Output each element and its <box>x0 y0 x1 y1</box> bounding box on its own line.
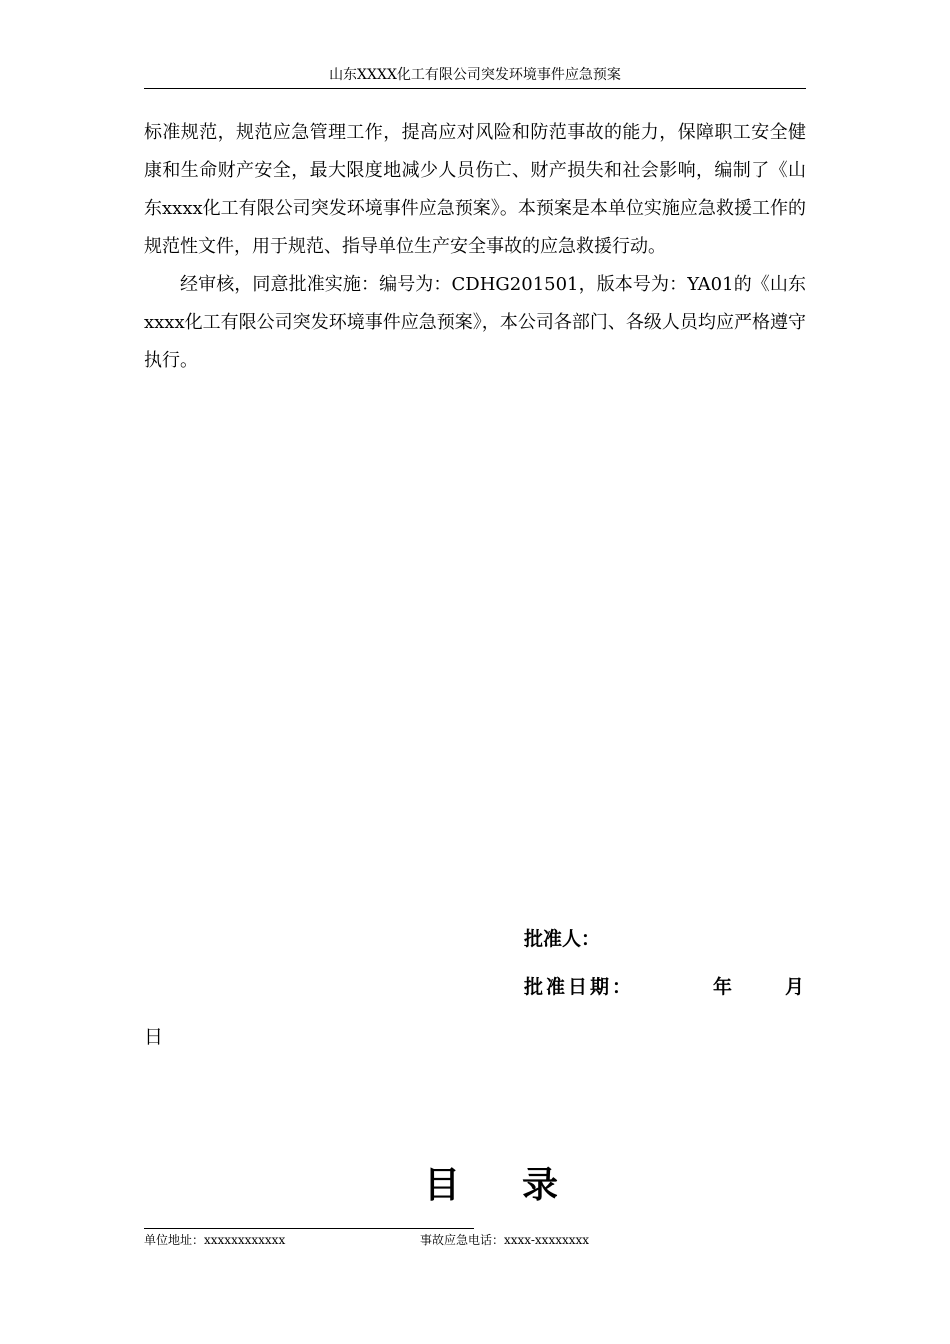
approval-month-label: 月 <box>785 976 805 998</box>
footer-address: 单位地址：xxxxxxxxxxxx <box>144 1233 286 1247</box>
approval-year-label: 年 <box>713 976 733 998</box>
body-paragraph-2: 经审核，同意批准实施：编号为：CDHG201501，版本号为：YA01的《山东xxxx化工有限公司突发环境事件应急预案》，本公司各部门、各级人员均应严格遵守执行。 <box>144 274 806 371</box>
footer-divider <box>144 1228 474 1229</box>
document-body <box>144 114 806 380</box>
page-header: 山东XXXX化工有限公司突发环境事件应急预案 <box>329 67 621 83</box>
footer-emergency-phone: 事故应急电话：xxxx-xxxxxxxx <box>420 1233 590 1247</box>
body-paragraph-1: 标准规范，规范应急管理工作，提高应对风险和防范事故的能力，保障职工安全健康和生命财产安全，最大限度地减少人员伤亡、财产损失和社会影响，编制了《山东xxxx化工有限公司突发环境事件应急预案》。本预案是本单位实施应急救援工作的规范性文件，用于规范、指导单位生产安全事故的应急救援行动。 <box>144 122 806 257</box>
header-divider <box>144 88 806 89</box>
toc-title-part-1: 目 <box>424 1165 461 1206</box>
approver-label: 批准人： <box>524 928 601 950</box>
approval-date-label: 批准日期： <box>524 976 635 998</box>
approval-day-label: 日 <box>144 1026 164 1048</box>
toc-title-part-2: 录 <box>522 1165 559 1206</box>
